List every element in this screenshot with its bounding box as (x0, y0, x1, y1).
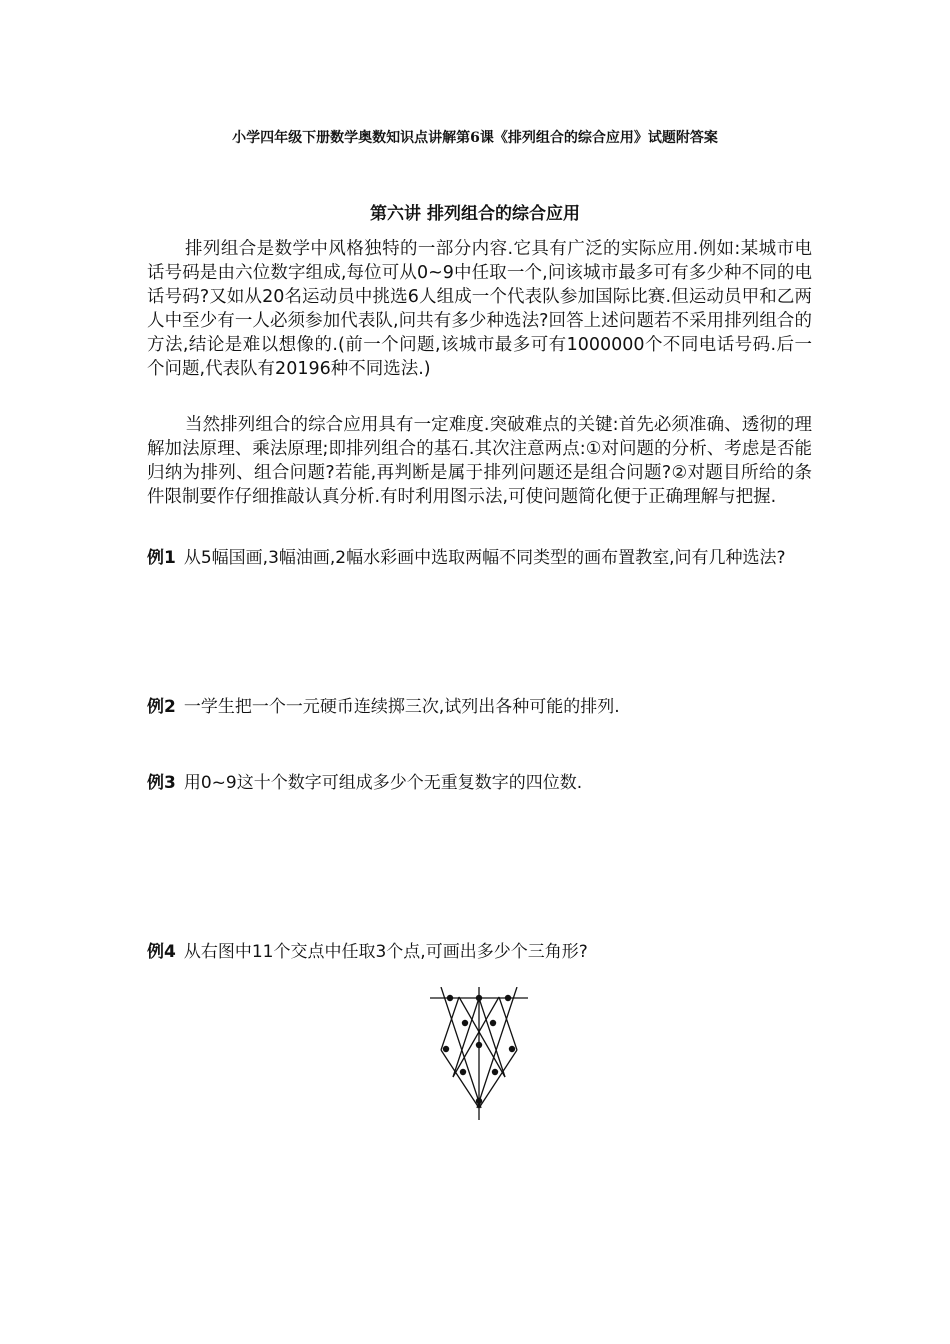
intersection-point (505, 995, 511, 1001)
example-1-text: 从5幅国画,3幅油画,2幅水彩画中选取两幅不同类型的画布置教室,问有几种选法? (183, 548, 786, 568)
example-2-label: 例2 (147, 697, 176, 717)
intersection-point (492, 1069, 498, 1075)
example-1-label: 例1 (147, 548, 176, 568)
example-2 (147, 695, 812, 719)
intersection-point (447, 995, 453, 1001)
cross-diagonal-c (441, 1050, 479, 1108)
cross-diagonal-d (479, 1050, 517, 1108)
example-2-text: 一学生把一个一元硬币连续掷三次,试列出各种可能的排列. (183, 697, 620, 717)
example-1 (147, 546, 812, 570)
example-3 (147, 771, 812, 795)
method-paragraph: 当然排列组合的综合应用具有一定难度.突破难点的关键:首先必须准确、透彻的理解加法原理、乘法原理;即排列组合的基石.其次注意两点:①对问题的分析、考虑是否能归纳为排列、组合问题?若能,再判断是属于排列问题还是组合问题?②对题目所给的条件限制要作仔细推敲认真分析.有时利用图示法,可使问题简化便于正确理解与把握. (147, 415, 812, 507)
example-4-text: 从右图中11个交点中任取3个点,可画出多少个三角形? (183, 942, 588, 962)
intersection-point (476, 995, 482, 1001)
lattice-diagram-icon (425, 987, 535, 1122)
intersection-point (460, 1069, 466, 1075)
example-3-text: 用0~9这十个数字可组成多少个无重复数字的四位数. (183, 773, 583, 793)
intersection-point (476, 1098, 482, 1104)
lecture-title: 第六讲 排列组合的综合应用 (370, 204, 580, 224)
document-title: 小学四年级下册数学奥数知识点讲解第6课《排列组合的综合应用》试题附答案 (232, 130, 718, 146)
intersection-point (490, 1020, 496, 1026)
right-inner-diagonal-1 (499, 997, 517, 1050)
intersection-point (509, 1046, 515, 1052)
intersection-point (476, 1042, 482, 1048)
intersection-point (443, 1046, 449, 1052)
example-4-label: 例4 (147, 942, 176, 962)
intro-paragraph: 排列组合是数学中风格独特的一部分内容.它具有广泛的实际应用.例如:某城市电话号码是由六位数字组成,每位可从0~9中任取一个,问该城市最多可有多少种不同的电话号码?又如从20名运动员中挑选6人组成一个代表队参加国际比赛.但运动员甲和乙两人中至少有一人必须参加代表队,问共有多少种选法?回答上述问题若不采用排列组合的方法,结论是难以想像的.(前一个问题,该城市最多可有1000000个不同电话号码.后一个问题,代表队有20196种不同选法.) (147, 239, 812, 379)
intersection-point (462, 1020, 468, 1026)
left-inner-diagonal-1 (441, 997, 459, 1050)
example-3-label: 例3 (147, 773, 176, 793)
example-4 (147, 940, 812, 964)
